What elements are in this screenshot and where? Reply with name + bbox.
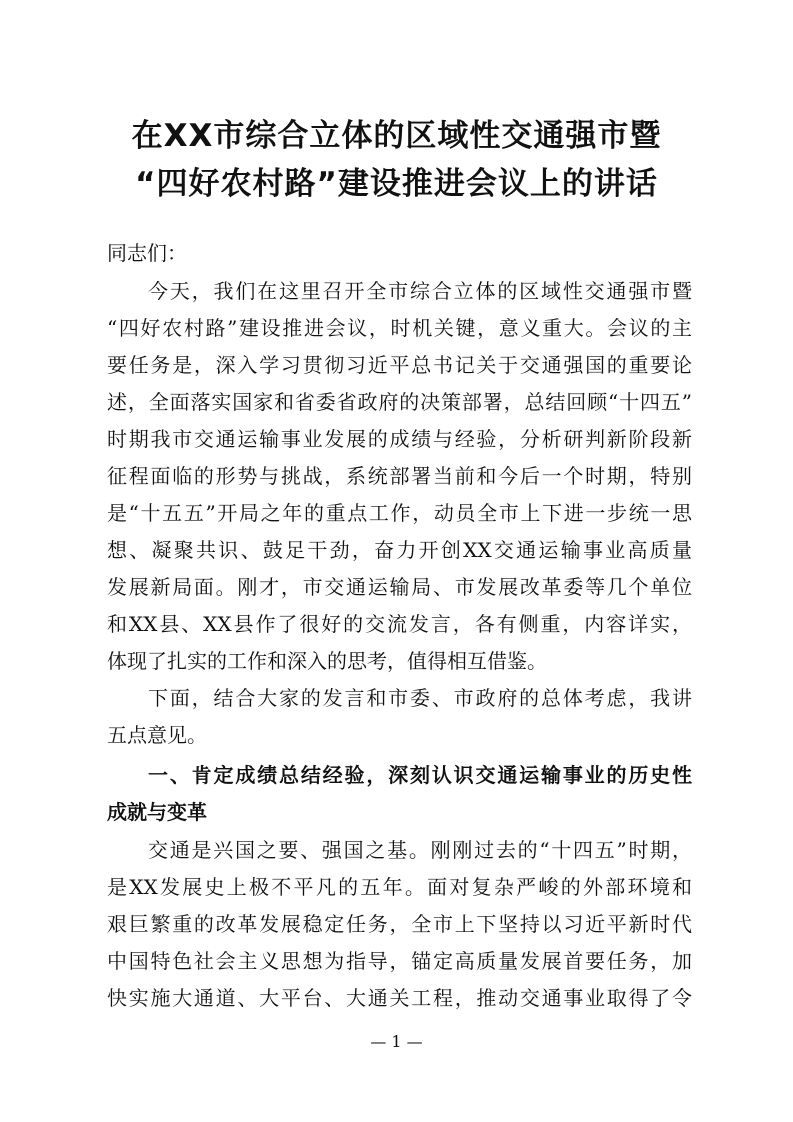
paragraph-line: 和XX县、XX县作了很好的交流发言，各有侧重，内容详实， xyxy=(107,612,692,636)
paragraph-line: 下面，结合大家的发言和市委、市政府的总体考虑，我讲 xyxy=(148,686,692,710)
paragraph-line: 今天，我们在这里召开全市综合立体的区域性交通强市暨 xyxy=(148,279,692,303)
paragraph-line: 艰巨繁重的改革发展稳定任务，全市上下坚持以习近平新时代 xyxy=(107,912,692,936)
paragraph-line: 时期我市交通运输事业发展的成绩与经验，分析研判新阶段新 xyxy=(107,427,692,451)
document-title-line-2: “四好农村路”建设推进会议上的讲话 xyxy=(135,166,658,202)
document-title-line-1: 在XX市综合立体的区域性交通强市暨 xyxy=(131,118,662,154)
paragraph-line: 要任务是，深入学习贯彻习近平总书记关于交通强国的重要论 xyxy=(107,353,692,377)
paragraph-line: 发展新局面。刚才，市交通运输局、市发展改革委等几个单位 xyxy=(107,575,692,599)
paragraph-line: 体现了扎实的工作和深入的思考，值得相互借鉴。 xyxy=(107,649,547,673)
paragraph-line: 是XX发展史上极不平凡的五年。面对复杂严峻的外部环境和 xyxy=(107,875,692,899)
paragraph-line: 快实施大通道、大平台、大通关工程，推动交通事业取得了令 xyxy=(107,986,692,1010)
paragraph-line: 交通是兴国之要、强国之基。刚刚过去的“十四五”时期， xyxy=(148,838,692,862)
section-heading-line: 一、肯定成绩总结经验，深刻认识交通运输事业的历史性 xyxy=(148,763,692,787)
paragraph-line: “四好农村路”建设推进会议，时机关键，意义重大。会议的主 xyxy=(107,316,692,340)
section-heading-line: 成就与变革 xyxy=(107,800,207,824)
paragraph-line: 中国特色社会主义思想为指导，锚定高质量发展首要任务，加 xyxy=(107,949,692,973)
page-number: — 1 — xyxy=(370,1032,423,1051)
paragraph-line: 想、凝聚共识、鼓足干劲，奋力开创XX交通运输事业高质量 xyxy=(107,538,692,562)
paragraph-line: 是“十五五”开局之年的重点工作，动员全市上下进一步统一思 xyxy=(107,501,692,525)
paragraph-line: 五点意见。 xyxy=(107,723,207,747)
salutation: 同志们： xyxy=(107,241,187,265)
paragraph-line: 述，全面落实国家和省委省政府的决策部署，总结回顾“十四五” xyxy=(107,390,692,414)
paragraph-line: 征程面临的形势与挑战，系统部署当前和今后一个时期，特别 xyxy=(107,464,692,488)
